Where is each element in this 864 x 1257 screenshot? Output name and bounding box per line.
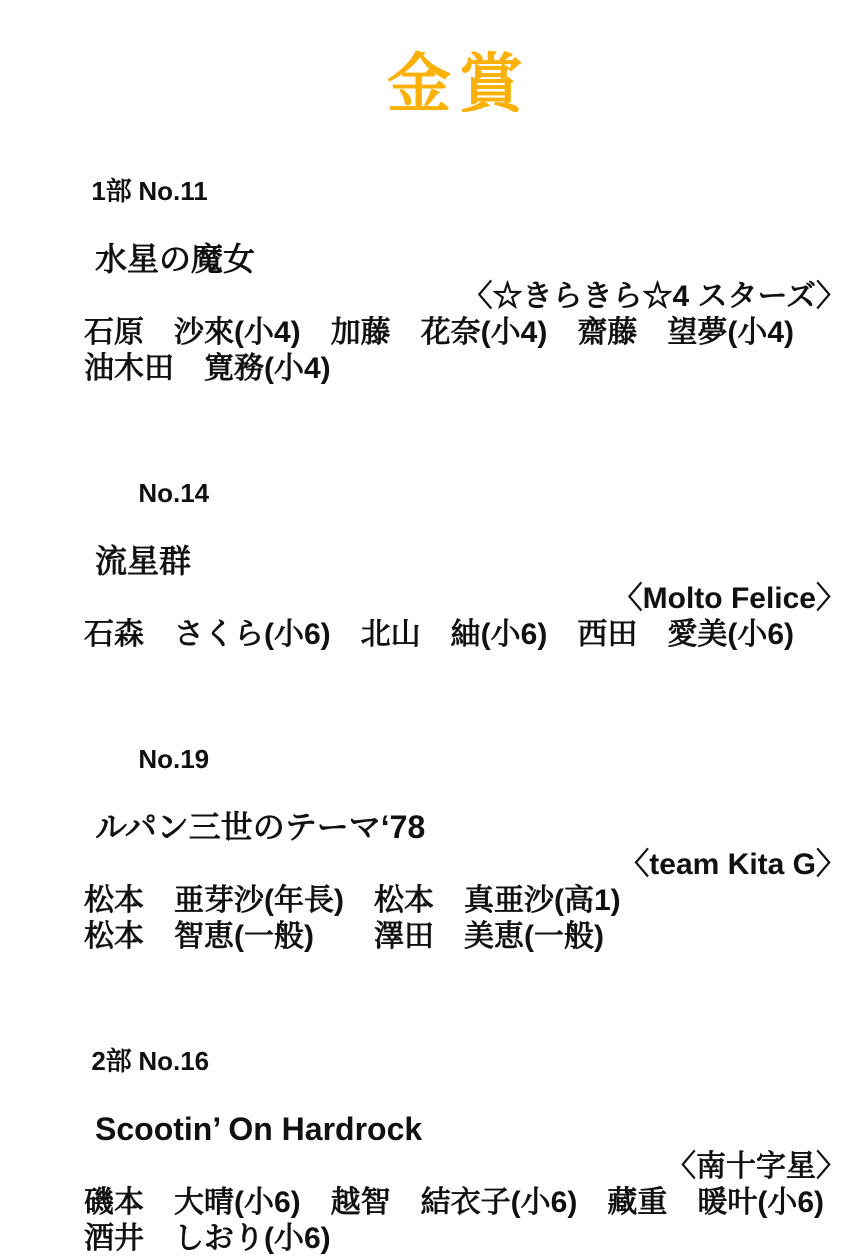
song-title: ルパン三世のテーマ‘78 bbox=[95, 809, 426, 845]
member-line: 石森 さくら(小6) 北山 紬(小6) 西田 愛美(小6) bbox=[84, 618, 794, 651]
entry-number: No.16 bbox=[138, 1046, 210, 1076]
group-name: 〈Molto Felice〉 bbox=[612, 582, 846, 615]
group-name: 〈team Kita G〉 bbox=[619, 848, 846, 881]
group-name: 〈南十字星〉 bbox=[666, 1150, 846, 1183]
entry-part-label: 2部 bbox=[91, 1046, 132, 1076]
song-title: 流星群 bbox=[95, 543, 192, 579]
song-title: 水星の魔女 bbox=[95, 241, 256, 277]
entry-header bbox=[48, 1013, 864, 1109]
member-line: 磯本 大晴(小6) 越智 結衣子(小6) 藏重 暖叶(小6) bbox=[84, 1186, 824, 1219]
entry-header bbox=[48, 445, 864, 541]
entry-number: No.11 bbox=[138, 176, 208, 206]
entry-header bbox=[48, 711, 864, 807]
member-line: 酒井 しおり(小6) bbox=[84, 1222, 331, 1255]
member-line: 石原 沙來(小4) 加藤 花奈(小4) 齋藤 望夢(小4) bbox=[84, 316, 794, 349]
award-entry bbox=[0, 445, 864, 653]
entry-header bbox=[48, 143, 864, 239]
entry-part-label: 1部 bbox=[91, 176, 132, 206]
award-entry bbox=[0, 143, 864, 387]
award-entry bbox=[0, 711, 864, 955]
entry-number: No.19 bbox=[138, 744, 210, 774]
page-title: 金賞 bbox=[387, 48, 531, 120]
member-line: 松本 亜芽沙(年長) 松本 真亜沙(高1) bbox=[84, 884, 621, 917]
group-name: 〈☆きらきら☆4 スターズ〉 bbox=[462, 280, 846, 313]
song-title: Scootin’ On Hardrock bbox=[95, 1111, 423, 1147]
entry-number: No.14 bbox=[138, 478, 210, 508]
award-entry bbox=[0, 1013, 864, 1257]
member-line: 松本 智恵(一般) 澤田 美恵(一般) bbox=[84, 920, 604, 953]
member-line: 油木田 寛務(小4) bbox=[84, 352, 331, 385]
